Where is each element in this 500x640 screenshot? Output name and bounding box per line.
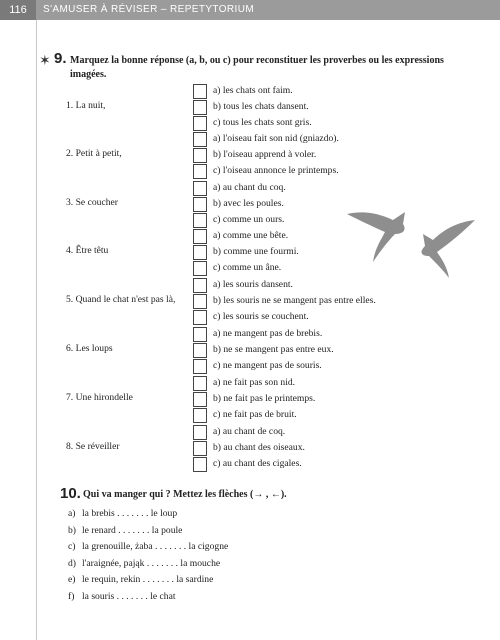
answer-option: c) au chant des cigales. [213,458,302,469]
item-letter: e) [68,574,76,585]
proverb-label: 6. Les loups [66,343,113,354]
answer-option: b) au chant des oiseaux. [213,442,305,453]
exercise-10-number: 10. [60,485,81,502]
answer-checkbox[interactable] [193,261,207,276]
food-chain-item[interactable] [68,525,182,536]
answer-checkbox[interactable] [193,181,207,196]
answer-checkbox[interactable] [193,457,207,472]
answer-checkbox[interactable] [193,84,207,99]
answer-checkbox[interactable] [193,197,207,212]
difficulty-star-icon: ✶ [39,54,51,69]
answer-option: a) comme une bête. [213,230,289,241]
proverb-label: 8. Se réveiller [66,441,120,452]
swallows-illustration [345,200,480,280]
answer-option: a) ne fait pas son nid. [213,377,296,388]
swallow-left [347,212,405,262]
proverb-label: 4. Être têtu [66,245,109,256]
answer-option: b) ne se mangent pas entre eux. [213,344,334,355]
answer-checkbox[interactable] [193,100,207,115]
answer-checkbox[interactable] [193,392,207,407]
answer-checkbox[interactable] [193,278,207,293]
answer-option: c) comme un âne. [213,262,282,273]
answer-checkbox[interactable] [193,132,207,147]
exercise-9-instruction: Marquez la bonne réponse (a, b, ou c) pour reconstituer les proverbes ou les expressions imagées. [70,55,444,80]
answer-checkbox[interactable] [193,441,207,456]
food-chain-item[interactable] [68,574,213,585]
answer-checkbox[interactable] [193,327,207,342]
item-text: le renard . . . . . . . la poule [82,524,183,536]
item-letter: f) [68,590,75,602]
food-chain-item[interactable] [68,508,177,519]
proverb-label: 1. La nuit, [66,100,106,111]
answer-checkbox[interactable] [193,425,207,440]
answer-option: b) ne fait pas le printemps. [213,393,316,404]
answer-checkbox[interactable] [193,245,207,260]
answer-option: a) au chant du coq. [213,182,286,193]
answer-checkbox[interactable] [193,229,207,244]
answer-checkbox[interactable] [193,376,207,391]
answer-checkbox[interactable] [193,310,207,325]
answer-option: a) l'oiseau fait son nid (gniazdo). [213,133,339,144]
answer-option: a) les souris dansent. [213,279,293,290]
proverb-label: 3. Se coucher [66,197,118,208]
margin-divider [36,20,37,640]
answer-option: b) l'oiseau apprend à voler. [213,149,317,160]
item-text: la souris . . . . . . . le chat [82,590,176,602]
answer-checkbox[interactable] [193,213,207,228]
answer-option: c) ne mangent pas de souris. [213,360,322,371]
answer-checkbox[interactable] [193,359,207,374]
page-header [0,0,500,20]
answer-option: a) au chant de coq. [213,426,286,437]
swallow-right [422,220,475,278]
exercise-10-instruction: Qui va manger qui ? Mettez les flèches (→ , ←). [83,489,287,500]
answer-checkbox[interactable] [193,343,207,358]
page-number: 116 [0,0,36,20]
answer-option: a) ne mangent pas de brebis. [213,328,323,339]
food-chain-item[interactable] [68,591,176,602]
answer-checkbox[interactable] [193,164,207,179]
food-chain-item[interactable] [68,541,228,552]
answer-checkbox[interactable] [193,116,207,131]
answer-option: b) les souris ne se mangent pas entre elles. [213,295,376,306]
answer-option: a) les chats ont faim. [213,85,293,96]
answer-option: c) tous les chats sont gris. [213,117,312,128]
exercise-9-number: 9. [54,50,67,67]
answer-option: c) l'oiseau annonce le printemps. [213,165,339,176]
header-title: S'AMUSER À RÉVISER – REPETYTORIUM [43,4,255,15]
answer-checkbox[interactable] [193,408,207,423]
proverb-label: 7. Une hirondelle [66,392,133,403]
answer-option: c) les souris se couchent. [213,311,309,322]
food-chain-item[interactable] [68,558,220,569]
item-text: l'araignée, pająk . . . . . . . la mouche [82,557,221,569]
item-letter: d) [68,557,76,569]
item-text: la brebis . . . . . . . le loup [82,508,178,519]
answer-checkbox[interactable] [193,294,207,309]
item-letter: a) [68,508,76,519]
item-letter: c) [68,541,76,552]
answer-option: b) comme une fourmi. [213,246,299,257]
proverb-label: 5. Quand le chat n'est pas là, [66,294,176,305]
item-letter: b) [68,524,76,536]
item-text: le requin, rekin . . . . . . . la sardine [82,574,214,585]
proverb-label: 2. Petit à petit, [66,148,122,159]
answer-option: c) comme un ours. [213,214,285,225]
answer-option: b) tous les chats dansent. [213,101,309,112]
item-text: la grenouille, żaba . . . . . . . la cigogne [82,541,229,552]
answer-checkbox[interactable] [193,148,207,163]
answer-option: b) avec les poules. [213,198,284,209]
answer-option: c) ne fait pas de bruit. [213,409,297,420]
